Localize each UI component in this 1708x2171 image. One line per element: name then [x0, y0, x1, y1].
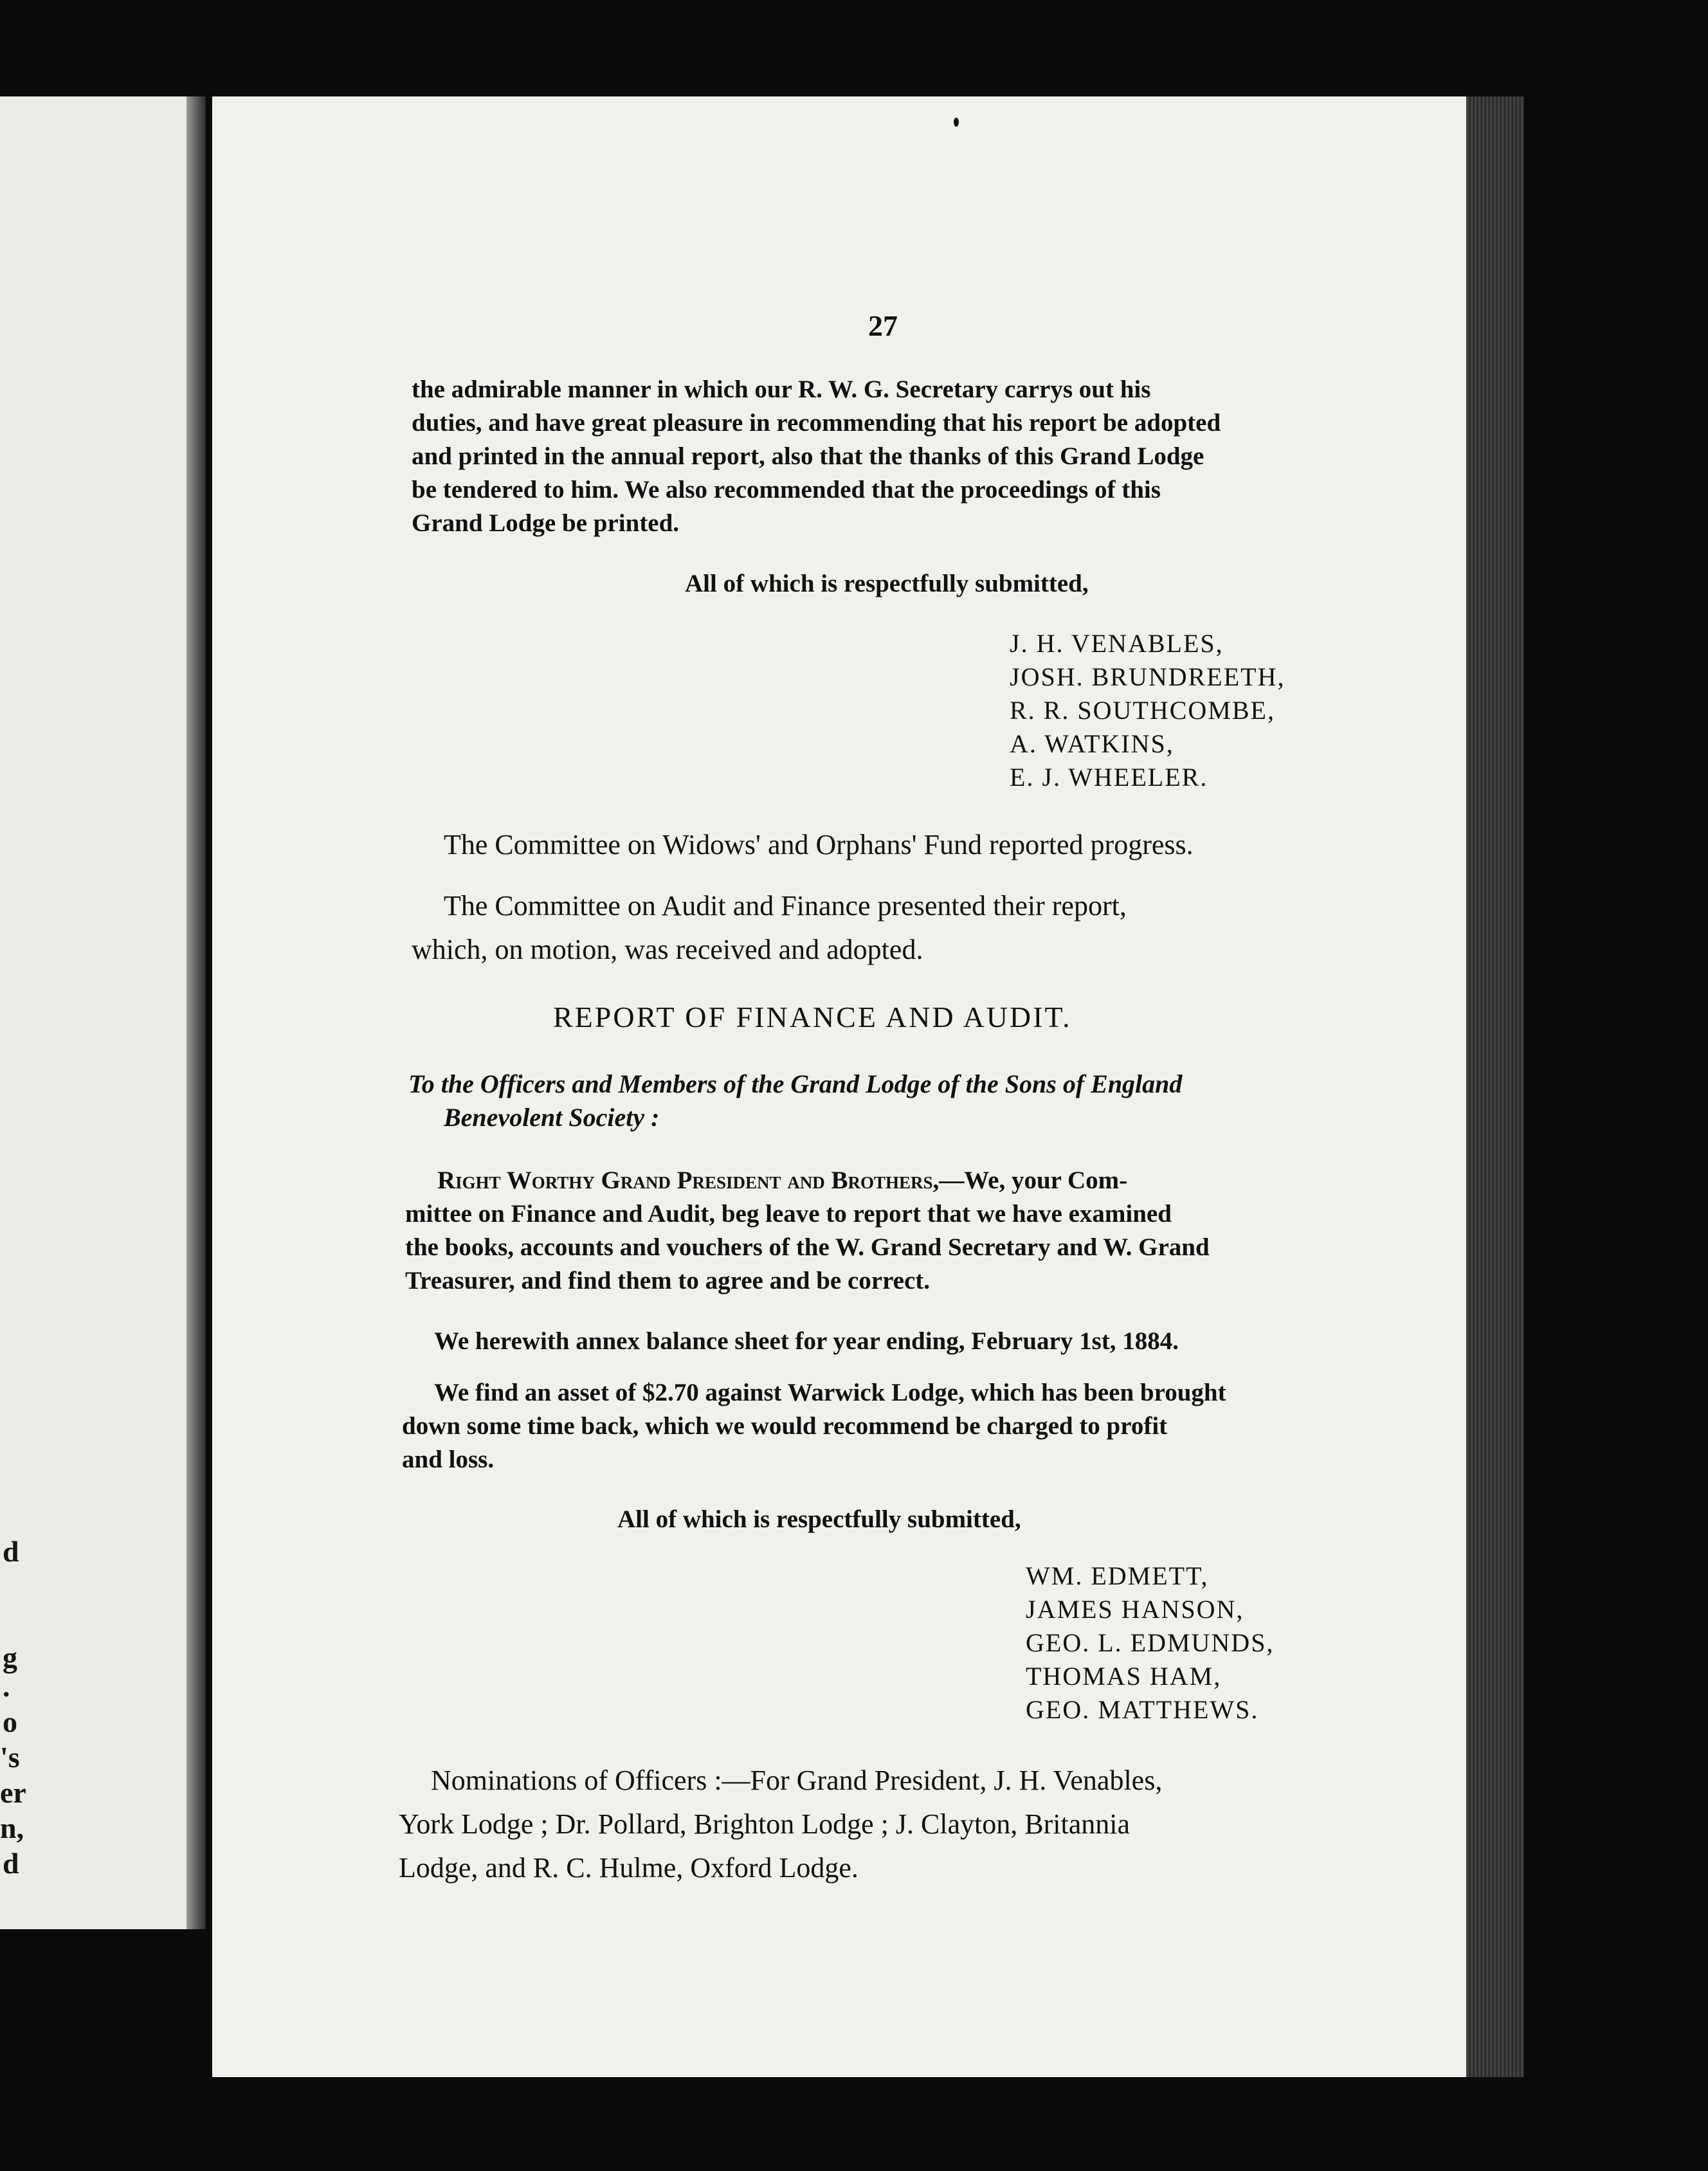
signatory-name: E. J. WHEELER.: [1010, 763, 1208, 792]
audit-paragraph: [412, 884, 1344, 972]
intro-paragraph: [412, 373, 1341, 540]
text-line: down some time back, which we would recommend be charged to profit: [402, 1412, 1168, 1440]
text-line: which, on motion, was received and adopted.: [412, 934, 923, 965]
text-line: The Committee on Widows' and Orphans' Fund reported progress.: [444, 829, 1194, 860]
text-line: To the Officers and Members of the Grand Lodge of the Sons of England: [408, 1069, 1183, 1098]
report-heading: REPORT OF FINANCE AND AUDIT.: [553, 1001, 1072, 1033]
text-line: York Lodge ; Dr. Pollard, Brighton Lodge ; J. Clayton, Britannia: [399, 1808, 1131, 1840]
left-page-fragment: er: [0, 1776, 26, 1809]
signature-list: [1026, 1559, 1274, 1727]
text-line: Treasurer, and find them to agree and be correct.: [405, 1267, 931, 1294]
text-line: be tendered to him. We also recommended that the proceedings of this: [412, 476, 1161, 504]
left-facing-page: [0, 96, 193, 1929]
report-address: [408, 1067, 1182, 1134]
signatory-name: J. H. VENABLES,: [1010, 629, 1224, 658]
left-page-fragment: .: [3, 1670, 10, 1703]
text-line: the admirable manner in which our R. W. G. Secretary carrys out his: [412, 376, 1151, 403]
text-line: and loss.: [402, 1446, 495, 1473]
page-edge-stack: [1466, 96, 1524, 2077]
text-line: Grand Lodge be printed.: [412, 509, 680, 537]
text-line: We find an asset of $2.70 against Warwick Lodge, which has been brought: [434, 1379, 1226, 1406]
text-line: the books, accounts and vouchers of the W. Grand Secretary and W. Grand: [405, 1233, 1210, 1261]
gutter-shadow: [186, 96, 206, 1929]
signatory-name: JOSH. BRUNDREETH,: [1010, 662, 1286, 691]
text-line: [405, 1164, 1331, 1197]
text-line: Benevolent Society :: [444, 1103, 660, 1132]
text-line: The Committee on Audit and Finance presented their report,: [444, 890, 1127, 922]
signatory-name: THOMAS HAM,: [1026, 1662, 1222, 1691]
asset-paragraph: [402, 1376, 1341, 1476]
nominations-paragraph: [399, 1759, 1338, 1890]
signatory-name: GEO. MATTHEWS.: [1026, 1695, 1259, 1724]
left-page-fragment: n,: [0, 1812, 24, 1844]
ink-speck: [954, 118, 959, 127]
signatory-name: R. R. SOUTHCOMBE,: [1010, 696, 1275, 725]
submitted-line: All of which is respectfully submitted,: [685, 570, 1089, 597]
left-page-fragment: d: [3, 1847, 19, 1880]
signature-list: [1010, 627, 1285, 794]
signatory-name: JAMES HANSON,: [1026, 1595, 1244, 1624]
text-line: We herewith annex balance sheet for year ending, February 1st, 1884.: [434, 1327, 1179, 1355]
text-line: Lodge, and R. C. Hulme, Oxford Lodge.: [399, 1852, 859, 1884]
signatory-name: WM. EDMETT,: [1026, 1561, 1209, 1590]
signatory-name: GEO. L. EDMUNDS,: [1026, 1628, 1275, 1657]
balance-sheet-paragraph: [434, 1325, 1334, 1358]
text-line: duties, and have great pleasure in recommending that his report be adopted: [412, 409, 1221, 437]
text-line: Nominations of Officers :—For Grand President, J. H. Venables,: [431, 1765, 1163, 1796]
salutation: Right Worthy Grand President and Brothers,: [437, 1167, 940, 1194]
page-number: 27: [868, 309, 898, 342]
left-page-fragment: g: [3, 1641, 17, 1674]
text-line: and printed in the annual report, also that the thanks of this Grand Lodge: [412, 442, 1204, 470]
submitted-line: All of which is respectfully submitted,: [617, 1505, 1021, 1533]
left-page-fragment: 's: [0, 1741, 20, 1774]
report-body-paragraph: [405, 1164, 1331, 1298]
left-page-fragment: d: [3, 1535, 19, 1568]
salutation-continuation: —We, your Com-: [939, 1167, 1128, 1194]
widows-fund-paragraph: [444, 823, 1344, 867]
left-page-fragment: o: [3, 1705, 17, 1738]
text-line: mittee on Finance and Audit, beg leave to report that we have examined: [405, 1200, 1172, 1228]
signatory-name: A. WATKINS,: [1010, 729, 1174, 758]
